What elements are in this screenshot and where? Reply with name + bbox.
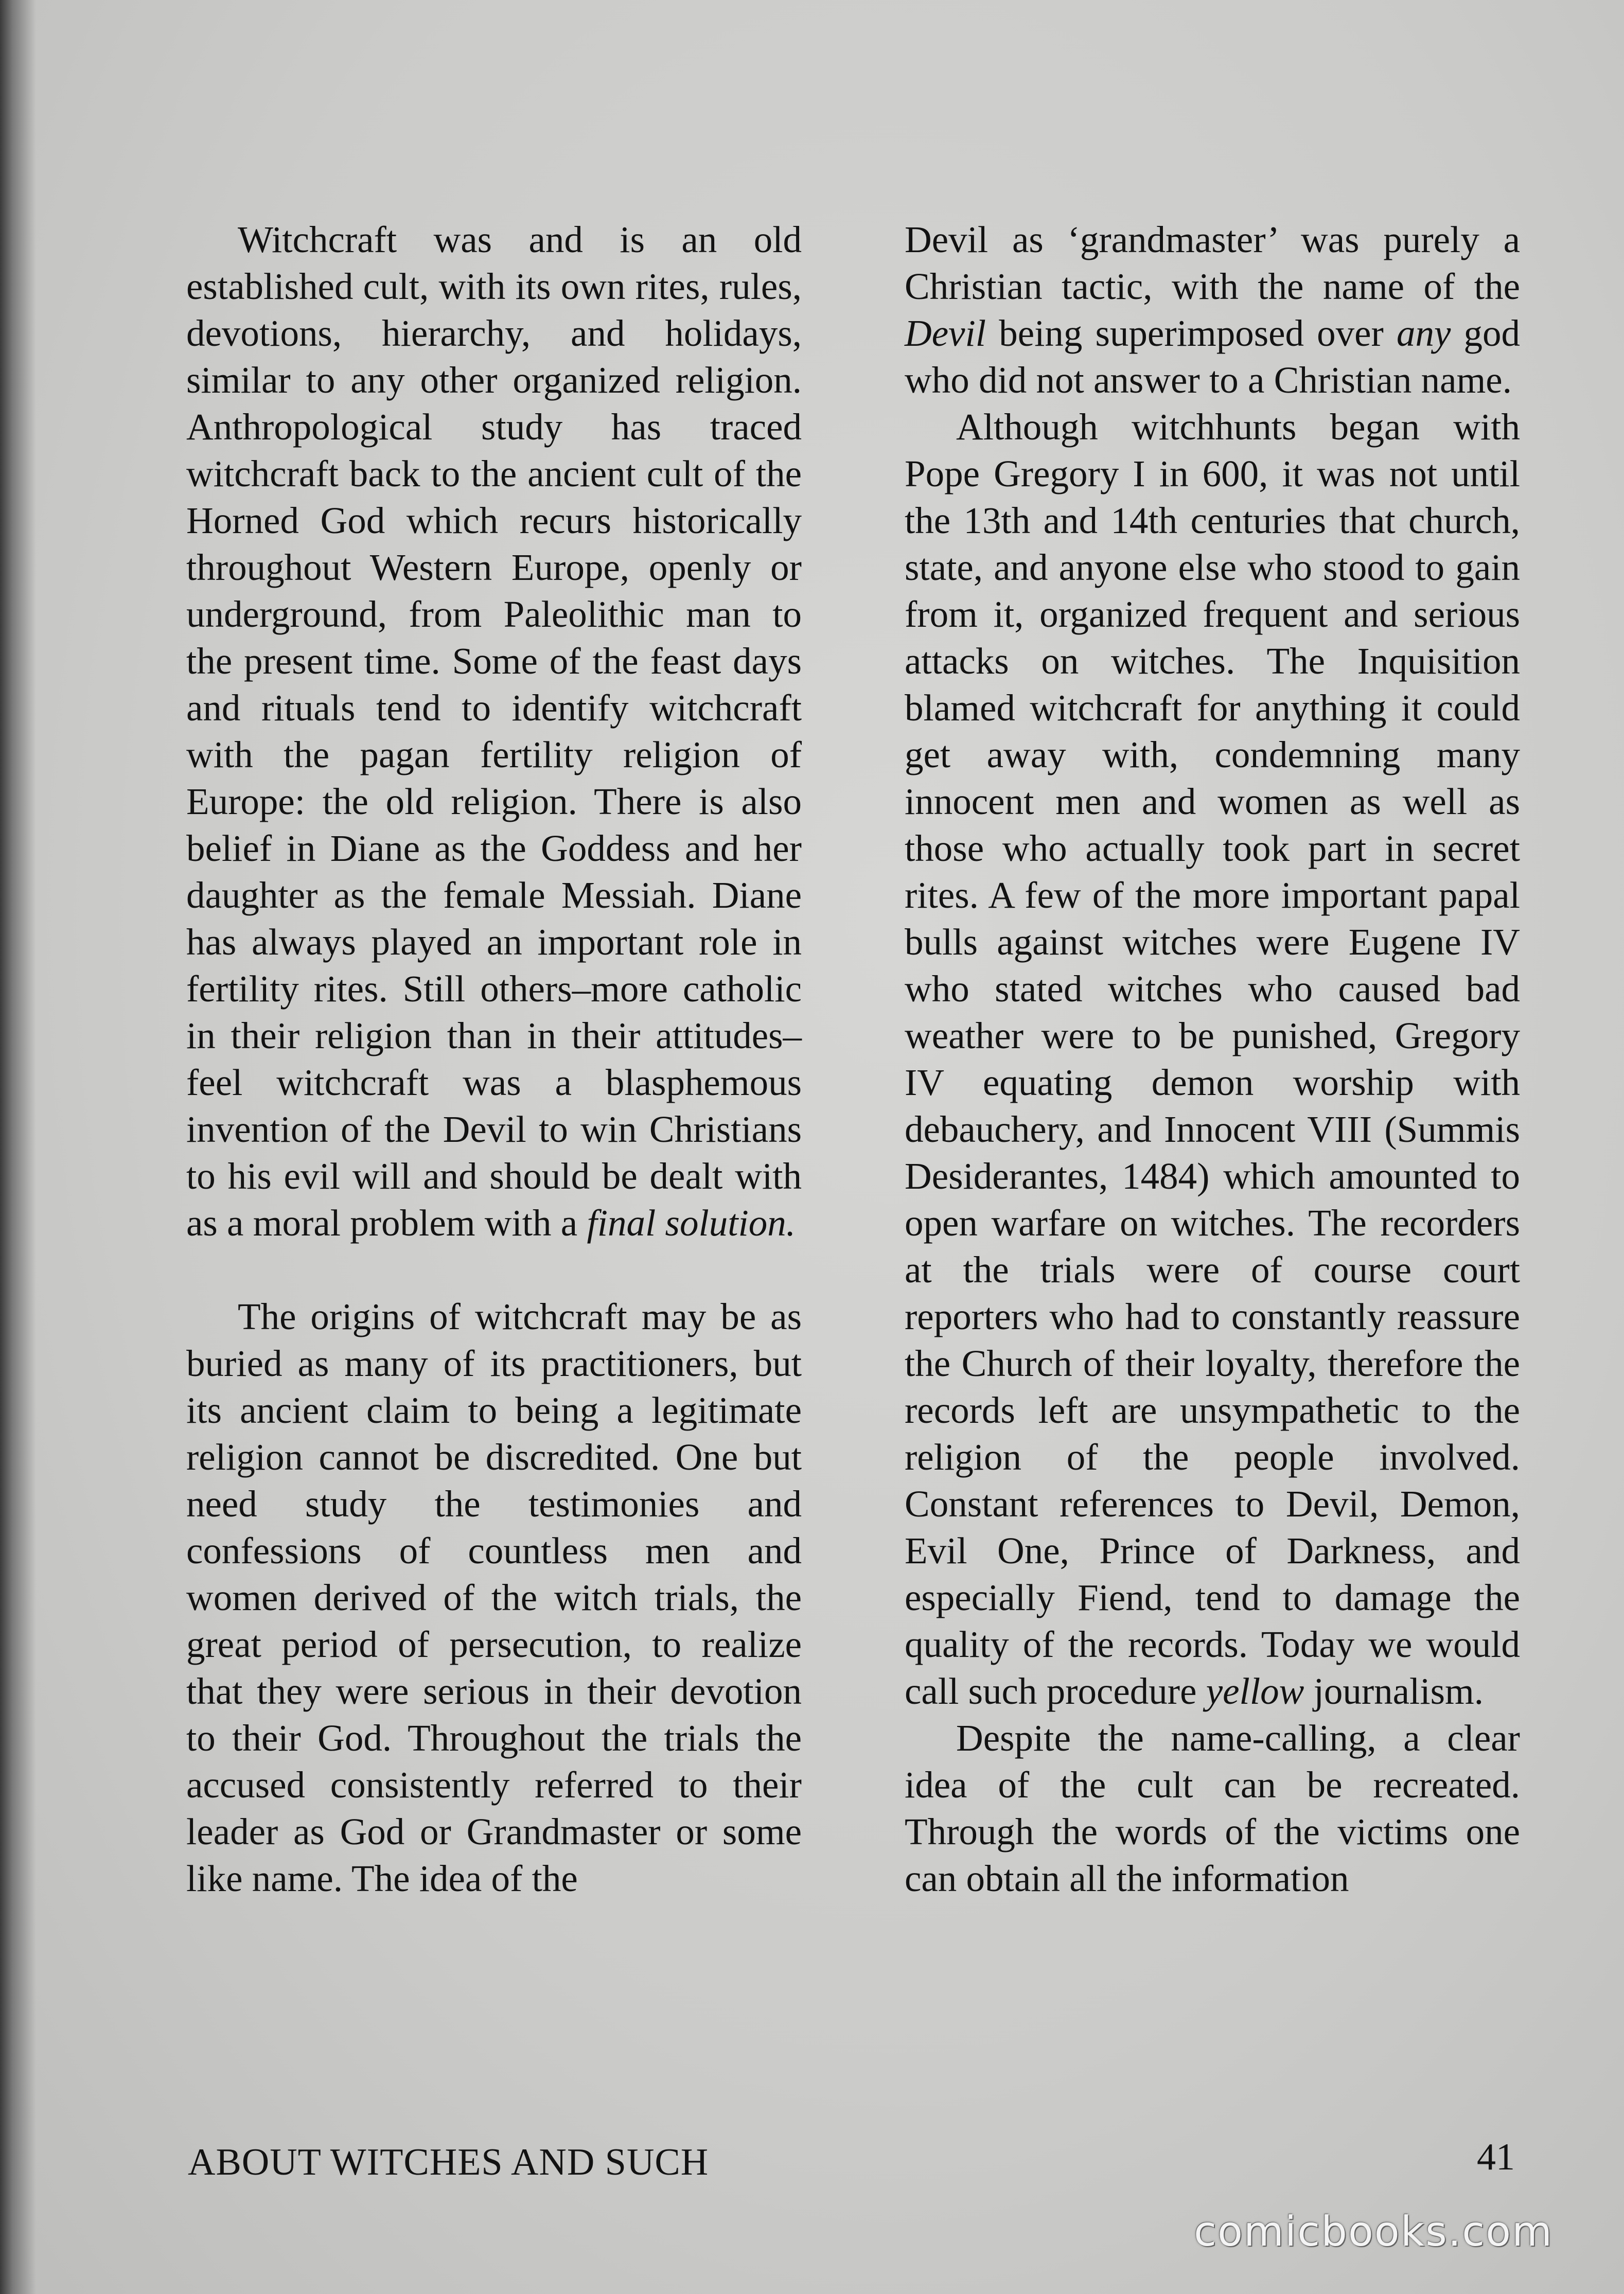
right-paragraph-2-emphasis: yellow: [1206, 1670, 1304, 1712]
left-text-column: [186, 216, 802, 1902]
spine-shadow: [0, 0, 36, 2294]
right-paragraph-1-text-a: Devil as ‘grandmaster’ was purely a Christian tactic, with the name of the: [905, 219, 1520, 307]
right-paragraph-1-text-b: being superimposed over: [986, 312, 1397, 354]
left-paragraph-1: [186, 216, 802, 1246]
right-paragraph-1: [905, 216, 1520, 403]
right-text-column: [905, 216, 1520, 1902]
left-paragraph-2: The origins of witchcraft may be as buried as many of its practitioners, but its ancient claim to being a legitimate religion cannot be discredited. One but need study the testimonies and confessions of countless men and women derived of the witch trials, the great period of persecution, to realize that they were serious in their devotion to their God. Throughout the trials the accused consistently referred to their leader as God or Grandmaster or some like name. The idea of the: [186, 1296, 802, 1899]
page-number: 41: [1477, 2136, 1515, 2178]
left-paragraph-1-text: Witchcraft was and is an old established cult, with its own rites, rules, devotions, hierarchy, and holidays, similar to any other organized religion. Anthropological study has traced witchcraft back to the ancient cult of the Horned God which recurs historically throughout Western Europe, openly or underground, from Paleolithic man to the present time. Some of the feast days and rituals tend to identify witchcraft with the pagan fertility religion of Europe: the old religion. There is also belief in Diane as the Goddess and her daughter as the female Messiah. Diane has always played an important role in fertility rites. Still others–more catholic in their religion than in their attitudes–feel witchcraft was a blasphemous invention of the Devil to win Christians to his evil will and should be dealt with as a moral problem with a: [186, 219, 802, 1244]
right-paragraph-2-text-b: journalism.: [1304, 1670, 1484, 1712]
right-paragraph-2: [905, 403, 1520, 1715]
left-paragraph-1-emphasis: final solution.: [587, 1202, 796, 1244]
running-footer-title: ABOUT WITCHES AND SUCH: [188, 2141, 709, 2183]
right-paragraph-3: Despite the name-calling, a clear idea of the cult can be recreated. Through the words of the victims one can obtain all the information: [905, 1717, 1520, 1899]
right-paragraph-1-text-c: god who did not answer to a Christian name.: [905, 312, 1520, 401]
right-paragraph-1-emphasis-devil: Devil: [905, 312, 986, 354]
right-paragraph-2-text: Although witchhunts began with Pope Gregory I in 600, it was not until the 13th and 14th centuries that church, state, and anyone else who stood to gain from it, organized frequent and serious attacks on witches. The Inquisition blamed witchcraft for anything it could get away with, condemning many innocent men and women as well as those who actually took part in secret rites. A few of the more important papal bulls against witches were Eugene IV who stated witches who caused bad weather were to be punished, Gregory IV equating demon worship with debauchery, and Innocent VIII (Summis Desiderantes, 1484) which amounted to open warfare on witches. The recorders at the trials were of course court reporters who had to constantly reassure the Church of their loyalty, therefore the records left are unsympathetic to the religion of the people involved. Constant references to Devil, Demon, Evil One, Prince of Darkness, and especially Fiend, tend to damage the quality of the records. Today we would call such procedure: [905, 406, 1520, 1712]
watermark: comicbooks.com: [1194, 2208, 1554, 2255]
right-paragraph-1-emphasis-any: any: [1396, 312, 1451, 354]
